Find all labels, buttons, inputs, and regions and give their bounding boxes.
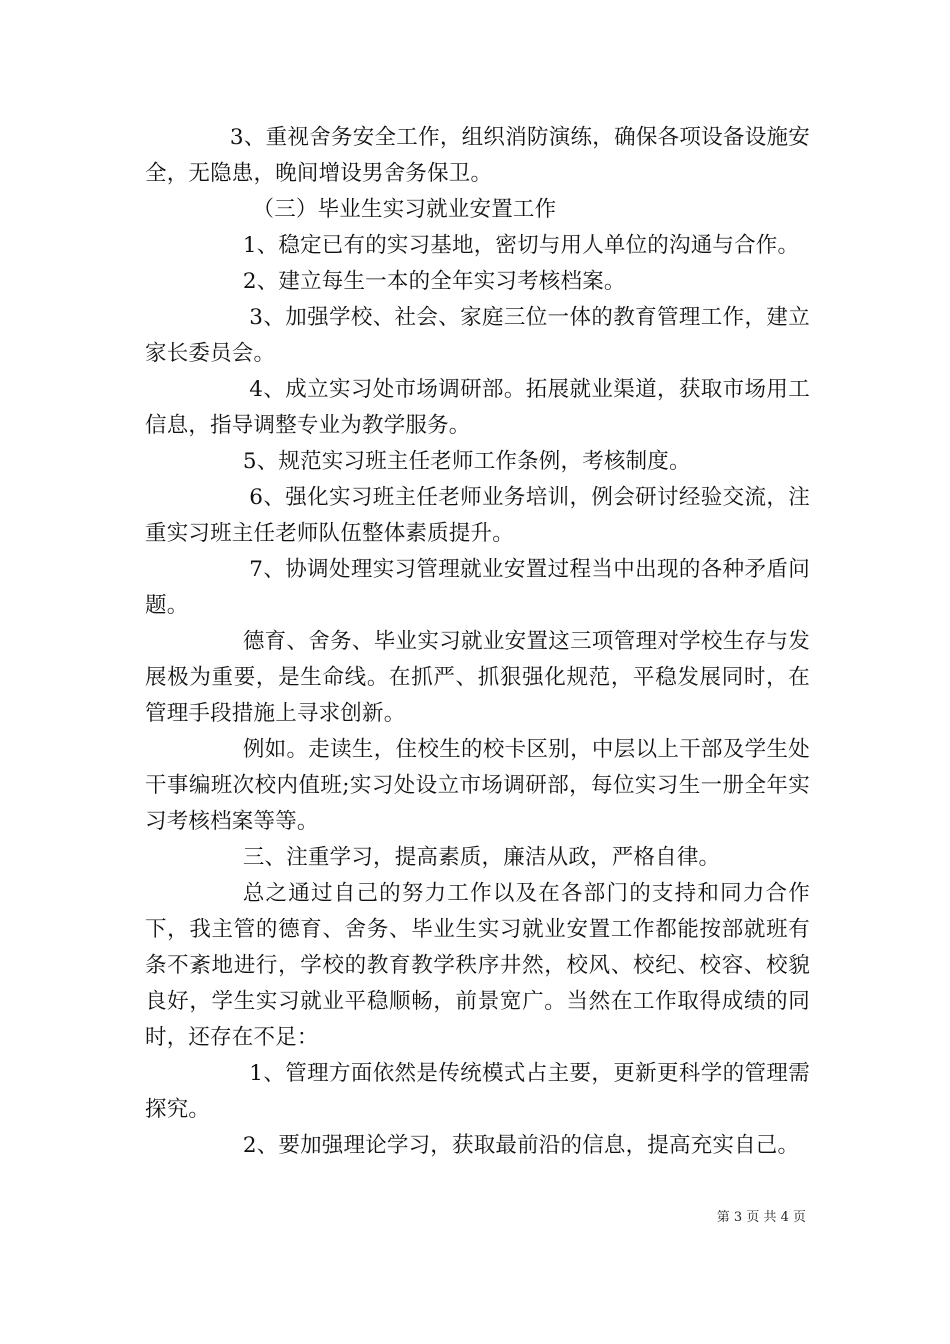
paragraph: 7、协调处理实习管理就业安置过程当中出现的各种矛盾问题。 [145, 557, 810, 618]
paragraph: 2、要加强理论学习，获取最前沿的信息，提高充实自己。 [242, 1133, 800, 1158]
paragraph: 6、强化实习班主任老师业务培训，例会研讨经验交流，注重实习班主任老师队伍整体素质提升。 [145, 485, 810, 546]
paragraph: 德育、舍务、毕业实习就业安置这三项管理对学校生存与发展极为重要，是生命线。在抓严、抓狠强化规范，平稳发展同时，在管理手段措施上寻求创新。 [145, 629, 810, 726]
paragraph: 1、稳定已有的实习基地，密切与用人单位的沟通与合作。 [242, 233, 800, 258]
paragraph: 2、建立每生一本的全年实习考核档案。 [242, 269, 626, 294]
section-heading: （三）毕业生实习就业安置工作 [252, 197, 557, 222]
page-footer: 第 3 页 共 4 页 [716, 1210, 806, 1225]
paragraph: 例如。走读生，住校生的校卡区别，中层以上干部及学生处干事编班次校内值班;实习处设立市场调研部，每位实习生一册全年实习考核档案等等。 [145, 737, 810, 834]
body-text [145, 120, 810, 1164]
section-heading: 三、注重学习，提高素质，廉洁从政，严格自律。 [242, 845, 721, 870]
paragraph: 4、成立实习处市场调研部。拓展就业渠道，获取市场用工信息，指导调整专业为教学服务。 [145, 377, 810, 438]
paragraph: 总之通过自己的努力工作以及在各部门的支持和同力合作下，我主管的德育、舍务、毕业生实习就业安置工作都能按部就班有条不紊地进行，学校的教育教学秩序井然，校风、校纪、校容、校貌良好，学生实习就业平稳顺畅，前景宽广。当然在工作取得成绩的同时，还存在不足： [145, 881, 810, 1050]
paragraph: 5、规范实习班主任老师工作条例，考核制度。 [242, 449, 691, 474]
paragraph: 1、管理方面依然是传统模式占主要，更新更科学的管理需探究。 [145, 1061, 810, 1122]
paragraph: 3、重视舍务安全工作，组织消防演练，确保各项设备设施安全，无隐患，晚间增设男舍务保卫。 [145, 125, 810, 186]
paragraph: 3、加强学校、社会、家庭三位一体的教育管理工作，建立家长委员会。 [145, 305, 810, 366]
